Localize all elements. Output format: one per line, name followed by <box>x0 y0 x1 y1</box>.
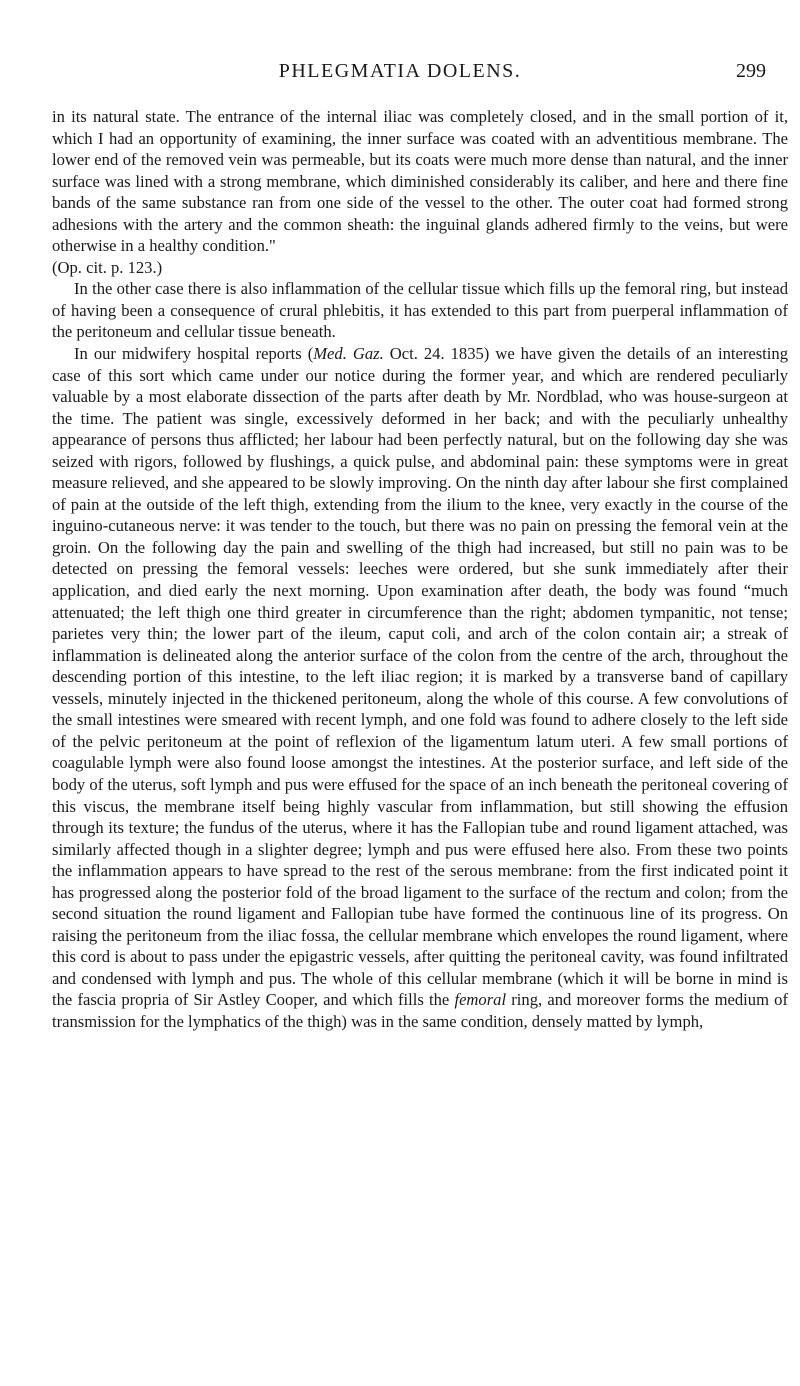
journal-reference: Med. Gaz. <box>313 344 384 364</box>
paragraph-text: In our midwifery hospital reports ( <box>74 344 314 364</box>
paragraph-text: ring, and moreover forms the medium of transmission for the lymphatics of the thigh) was in the same condition, densely matted by lymph, <box>52 990 788 1031</box>
italic-term: femoral <box>454 990 507 1010</box>
running-head <box>0 60 800 90</box>
paragraph: In the other case there is also inflammation of the cellular tissue which fills up the femoral ring, but instead of having been a consequence of crural phlebitis, it has extended to this part from puerperal inflammation of the peritoneum and cellular tissue beneath. <box>52 279 788 342</box>
paragraph <box>52 343 788 1033</box>
paragraph-text: Oct. 24. 1835) we have given the details of an interesting case of this sort which came under our notice during the former year, and which are rendered peculiarly valuable by a most elaborate dissection of the parts after death by Mr. Nordblad, who was house-surgeon at the time. The patient was single, excessively deformed in her back; and with the peculiarly unhealthy appearance of persons thus afflicted; her labour had been perfectly natural, but on the following day she was seized with rigors, followed by flushings, a quick pulse, and abdominal pain: these symptoms were in great measure relieved, and she appeared to be slowly improving. On the ninth day after labour she first complained of pain at the outside of the left thigh, extending from the ilium to the knee, very exactly in the course of the inguino-cutaneous nerve: it was tender to the touch, but there was no pain on pressing the femoral vein at the groin. On the following day the pain and swelling of the thigh had increased, but still no pain was to be detected on pressing the femoral vessels: leeches were ordered, but she sunk immediately after their application, and died early the next morning. Upon examination after death, the body was found “much attenuated; the left thigh one third greater in circumference than the right; abdomen tympanitic, not tense; parietes very thin; the lower part of the ileum, caput coli, and arch of the colon contain air; a streak of inflammation is delineated along the anterior surface of the colon from the centre of the arch, throughout the descending portion of this intestine, to the left iliac region; it is marked by a transverse band of capillary vessels, minutely injected in the thickened peritoneum, along the whole of this course. A few convolutions of the small intestines were smeared with recent lymph, and one fold was found to adhere closely to the left side of the pelvic peritoneum at the point of reflexion of the ligamentum latum uteri. A few small portions of coagulable lymph were also found loose amongst the intestines. At the posterior surface, and left side of the body of the uterus, soft lymph and pus were effused for the space of an inch beneath the peritoneal covering of this viscus, the membrane itself being highly vascular from inflammation, but still showing the effusion through its texture; the fundus of the uterus, where it has the Fallopian tube and round ligament attached, was similarly affected though in a slighter degree; lymph and pus were effused here also. From these two points the inflammation appears to have spread to the rest of the serous membrane: from the first indicated point it has progressed along the posterior fold of the broad ligament to the surface of the rectum and colon; from the second situation the round ligament and Fallopian tube have formed the continuous line of its progress. On raising the peritoneum from the iliac fossa, the cellular membrane which envelopes the round ligament, where this cord is about to pass under the epigastric vessels, after quitting the peritoneal cavity, was found infiltrated and condensed with lymph and pus. The whole of this cellular membrane (which it will be borne in mind is the fascia propria of Sir Astley Cooper, and which fills the <box>52 344 788 1010</box>
paragraph-text: in its natural state. The entrance of the internal iliac was completely closed, and in the small portion of it, which I had an opportunity of examining, the inner surface was coated with an adventitious membrane. The lower end of the removed vein was permeable, but its coats were much more dense than natural, and the inner surface was lined with a strong membrane, which diminished considerably its caliber, and here and there fine bands of the same substance ran from one side of the vessel to the other. The outer coat had formed strong adhesions with the artery and the common sheath: the inguinal glands adhered firmly to the veins, but were otherwise in a healthy condition." <box>52 107 788 256</box>
body-text <box>52 106 788 1033</box>
page-number: 299 <box>736 60 766 82</box>
citation: (Op. cit. p. 123.) <box>52 257 163 277</box>
page-title: PHLEGMATIA DOLENS. <box>278 60 522 82</box>
paragraph-continuation <box>52 106 788 278</box>
